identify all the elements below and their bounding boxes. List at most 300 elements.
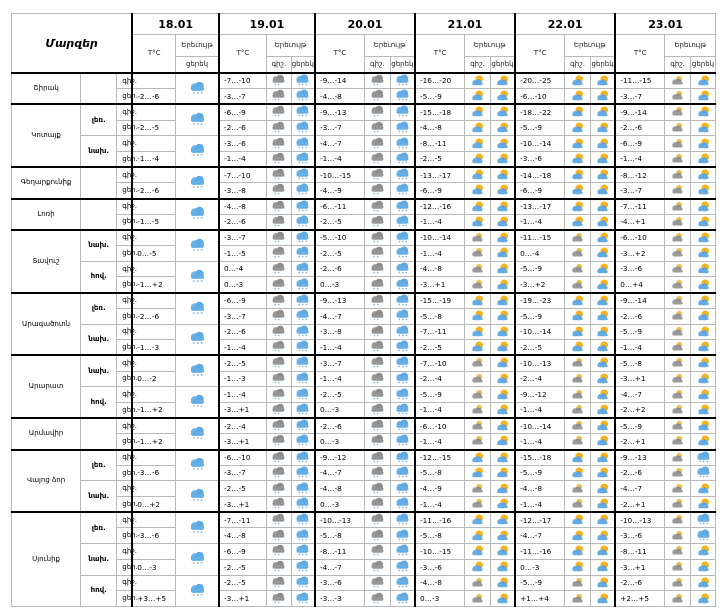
temp-value xyxy=(132,575,175,591)
svg-text:* *: * * xyxy=(274,585,281,591)
snow-cloud-icon xyxy=(188,457,207,473)
svg-text:* * *: * * * xyxy=(298,209,308,215)
cloudy-gray-icon xyxy=(669,340,686,354)
day-phenomenon xyxy=(490,497,515,513)
temp-value: -2…-5 xyxy=(219,355,266,371)
day-phenomenon xyxy=(390,355,415,371)
day-phenomenon xyxy=(291,340,315,356)
cloudy-gray-icon xyxy=(469,403,486,417)
table-row xyxy=(12,544,716,560)
night-phenomenon xyxy=(465,371,491,387)
temp-value: -4…-8 xyxy=(515,481,565,497)
cloudy-gray-icon xyxy=(669,74,686,88)
svg-text:* *: * * xyxy=(274,381,281,387)
night-phenomenon xyxy=(266,199,291,215)
svg-text:* * *: * * * xyxy=(298,507,308,513)
night-phenomenon xyxy=(266,104,291,120)
sun-cloud-icon xyxy=(594,592,611,606)
sun-cloud-icon xyxy=(594,278,611,292)
snow-cloud-icon xyxy=(394,513,411,527)
cloudy-gray-icon xyxy=(669,513,686,527)
cloud-snow-icon xyxy=(270,231,287,245)
day-phenomenon xyxy=(691,575,716,591)
temp-value: -2…-5 xyxy=(132,120,175,136)
cloudy-gray-icon xyxy=(669,419,686,433)
sun-cloud-icon xyxy=(594,529,611,543)
cloudy-gray-icon xyxy=(569,419,586,433)
cloudy-gray-icon xyxy=(469,434,486,448)
sun-cloud-icon xyxy=(469,529,486,543)
temp-label: T°C xyxy=(315,35,365,74)
table-row xyxy=(12,73,716,89)
day-phenomenon xyxy=(490,450,515,466)
night-phenomenon xyxy=(665,293,691,309)
region-name: Շիրակ xyxy=(12,73,81,104)
region-name: Արագածոտն xyxy=(12,293,81,356)
temp-value: -4…-8 xyxy=(219,199,266,215)
svg-text:* * *: * * * xyxy=(192,405,203,411)
snow-cloud-icon xyxy=(394,89,411,103)
sun-cloud-icon xyxy=(594,403,611,417)
svg-text:* * *: * * * xyxy=(298,130,308,136)
sun-cloud-icon xyxy=(469,137,486,151)
day-phenomenon xyxy=(490,183,515,199)
sun-cloud-icon xyxy=(569,340,586,354)
temp-value: -5…-8 xyxy=(415,308,465,324)
sun-cloud-icon xyxy=(569,325,586,339)
night-phenomenon xyxy=(465,89,491,105)
svg-text:* * *: * * * xyxy=(298,554,308,560)
day-phenomenon xyxy=(691,371,716,387)
temp-value: -8…-12 xyxy=(615,167,665,183)
day-phenomenon xyxy=(291,544,315,560)
cloud-snow-icon xyxy=(369,372,386,386)
day-phenomenon xyxy=(590,214,615,230)
temp-value: -2…-6 xyxy=(219,120,266,136)
svg-text:* * *: * * * xyxy=(398,460,408,466)
phenomenon-label: Երեւույթ xyxy=(565,35,616,57)
night-phenomenon xyxy=(266,418,291,434)
time-of-day: ցեր. xyxy=(117,591,132,607)
day-phenomenon xyxy=(691,387,716,403)
cloud-snow-icon xyxy=(369,246,386,260)
svg-text:* *: * * xyxy=(274,193,281,199)
temp-value: -6…-10 xyxy=(615,230,665,246)
cloudy-gray-icon xyxy=(469,576,486,590)
cloud-snow-icon xyxy=(369,544,386,558)
sun-cloud-icon xyxy=(494,372,511,386)
temp-value: -10…-13 xyxy=(315,512,365,528)
night-phenomenon xyxy=(665,591,691,607)
day-phenomenon xyxy=(291,512,315,528)
snow-cloud-icon xyxy=(394,529,411,543)
svg-text:* *: * * xyxy=(274,350,281,356)
temp-value: -1…-4 xyxy=(415,497,465,513)
night-phenomenon xyxy=(565,497,591,513)
zone-name: լեռ. xyxy=(81,104,117,135)
sun-cloud-icon xyxy=(594,137,611,151)
cloud-snow-icon xyxy=(369,121,386,135)
day-phenomenon xyxy=(590,575,615,591)
night-phenomenon xyxy=(565,575,591,591)
temp-value: -3…+2 xyxy=(515,277,565,293)
day-phenomenon xyxy=(590,591,615,607)
sun-cloud-icon xyxy=(695,544,712,558)
night-phenomenon xyxy=(266,591,291,607)
cloud-snow-icon xyxy=(270,576,287,590)
night-phenomenon xyxy=(465,559,491,575)
svg-text:* *: * * xyxy=(274,240,281,246)
night-phenomenon xyxy=(465,528,491,544)
night-phenomenon xyxy=(665,89,691,105)
temp-value: -5…-9 xyxy=(515,308,565,324)
sun-cloud-icon xyxy=(569,560,586,574)
cloud-snow-icon xyxy=(369,576,386,590)
snow-cloud-icon xyxy=(394,340,411,354)
temp-value: +3…+5 xyxy=(132,591,175,607)
temp-value: -1…-4 xyxy=(219,151,266,167)
snow-cloud-icon xyxy=(294,372,311,386)
cloud-snow-icon xyxy=(270,294,287,308)
day-phenomenon xyxy=(390,481,415,497)
svg-text:* *: * * xyxy=(373,84,379,90)
night-phenomenon xyxy=(565,308,591,324)
day-phenomenon xyxy=(590,167,615,183)
temp-value xyxy=(132,104,175,120)
cloud-snow-icon xyxy=(369,451,386,465)
night-phenomenon xyxy=(565,104,591,120)
day-phenomenon xyxy=(691,324,716,340)
day-phenomenon xyxy=(590,73,615,89)
night-phenomenon xyxy=(465,73,491,89)
temp-value xyxy=(132,261,175,277)
sun-cloud-icon xyxy=(594,372,611,386)
sun-cloud-icon xyxy=(695,105,712,119)
sun-cloud-icon xyxy=(695,152,712,166)
cloudy-gray-icon xyxy=(569,356,586,370)
temp-value: -3…-7 xyxy=(219,230,266,246)
sun-cloud-icon xyxy=(494,356,511,370)
temp-value: -1…-4 xyxy=(615,151,665,167)
night-phenomenon xyxy=(266,136,291,152)
temp-value: -2…-6 xyxy=(132,308,175,324)
day-phenomenon xyxy=(490,371,515,387)
snow-cloud-icon xyxy=(394,497,411,511)
svg-text:* * *: * * * xyxy=(298,444,308,450)
day-phenomenon xyxy=(291,167,315,183)
day-phenomenon xyxy=(390,465,415,481)
night-phenomenon xyxy=(364,214,390,230)
temp-value: -3…-8 xyxy=(315,324,365,340)
day-phenomenon xyxy=(291,104,315,120)
sun-cloud-icon xyxy=(494,200,511,214)
day-phenomenon xyxy=(490,591,515,607)
night-phenomenon xyxy=(266,151,291,167)
cloud-snow-icon xyxy=(270,121,287,135)
sun-cloud-icon xyxy=(695,403,712,417)
night-label: գիշ. xyxy=(266,57,291,74)
time-of-day: ցեր. xyxy=(117,308,132,324)
cloud-snow-icon xyxy=(369,309,386,323)
svg-text:* * *: * * * xyxy=(192,249,203,255)
forecast-table xyxy=(11,13,716,607)
temp-value: -1…-3 xyxy=(132,340,175,356)
svg-text:* *: * * xyxy=(373,130,379,136)
snow-cloud-icon xyxy=(394,451,411,465)
svg-text:* *: * * xyxy=(274,366,281,372)
sun-cloud-icon xyxy=(469,215,486,229)
cloudy-gray-icon xyxy=(669,544,686,558)
night-phenomenon xyxy=(364,308,390,324)
day-phenomenon xyxy=(291,591,315,607)
night-phenomenon xyxy=(465,481,491,497)
day-phenomenon xyxy=(390,418,415,434)
day-phenomenon xyxy=(691,450,716,466)
cloudy-gray-icon xyxy=(669,592,686,606)
snow-cloud-icon xyxy=(394,482,411,496)
night-phenomenon xyxy=(665,528,691,544)
temp-value: -6…-10 xyxy=(415,418,465,434)
snow-cloud-icon xyxy=(394,294,411,308)
region-name: Վայոց ձոր xyxy=(12,450,81,513)
snow-cloud-icon xyxy=(188,394,207,410)
temp-value: -7…-10 xyxy=(219,73,266,89)
temp-value: -15…-18 xyxy=(515,450,565,466)
snow-cloud-icon xyxy=(294,215,311,229)
temp-value: -3…+1 xyxy=(219,434,266,450)
night-phenomenon xyxy=(266,230,291,246)
day-phenomenon xyxy=(291,575,315,591)
night-phenomenon xyxy=(266,371,291,387)
svg-text:* *: * * xyxy=(274,429,281,435)
temp-value: -12…-17 xyxy=(515,512,565,528)
night-phenomenon xyxy=(266,434,291,450)
night-phenomenon xyxy=(665,402,691,418)
day-phenomenon xyxy=(291,308,315,324)
day-phenomenon xyxy=(390,575,415,591)
night-phenomenon xyxy=(266,465,291,481)
temp-value: -5…-9 xyxy=(515,465,565,481)
sun-cloud-icon xyxy=(494,513,511,527)
temp-value xyxy=(132,199,175,215)
date-header: 20.01 xyxy=(315,14,415,35)
sun-cloud-icon xyxy=(695,372,712,386)
temp-value: -1…-4 xyxy=(132,151,175,167)
snow-cloud-icon xyxy=(294,513,311,527)
day-phenomenon xyxy=(490,308,515,324)
temp-value: -2…-5 xyxy=(415,151,465,167)
night-phenomenon xyxy=(364,418,390,434)
sun-cloud-icon xyxy=(695,294,712,308)
temp-value: -1…-4 xyxy=(415,246,465,262)
night-phenomenon xyxy=(465,308,491,324)
zone-name: լեռ. xyxy=(81,450,117,481)
temp-value: -6…-11 xyxy=(315,199,365,215)
sun-cloud-icon xyxy=(695,482,712,496)
temp-value: -4…-9 xyxy=(315,183,365,199)
cloud-snow-icon xyxy=(369,482,386,496)
svg-text:* * *: * * * xyxy=(192,562,203,568)
day-phenomenon xyxy=(691,340,716,356)
temp-value: -10…-14 xyxy=(515,418,565,434)
time-of-day: ցեր. xyxy=(117,434,132,450)
night-phenomenon xyxy=(364,277,390,293)
day-phenomenon xyxy=(291,355,315,371)
sun-cloud-icon xyxy=(695,560,712,574)
day-phenomenon xyxy=(291,497,315,513)
svg-text:* * *: * * * xyxy=(298,585,308,591)
day-phenomenon xyxy=(590,465,615,481)
regions-header: Մարզեր xyxy=(12,14,133,74)
table-row xyxy=(12,528,716,544)
temp-value: -4…-8 xyxy=(415,575,465,591)
cloudy-gray-icon xyxy=(669,434,686,448)
day-phenomenon xyxy=(590,261,615,277)
day-phenomenon xyxy=(490,528,515,544)
temp-value xyxy=(132,167,175,183)
cloudy-gray-icon xyxy=(469,592,486,606)
day-phenomenon xyxy=(590,183,615,199)
svg-text:* *: * * xyxy=(373,397,379,403)
temp-value: -3…+1 xyxy=(615,371,665,387)
sun-cloud-icon xyxy=(695,497,712,511)
sun-cloud-icon xyxy=(469,105,486,119)
sun-cloud-icon xyxy=(594,215,611,229)
time-of-day: ցեր. xyxy=(117,246,132,262)
night-phenomenon xyxy=(665,120,691,136)
sun-cloud-icon xyxy=(594,121,611,135)
sun-cloud-icon xyxy=(494,434,511,448)
sun-cloud-icon xyxy=(594,497,611,511)
svg-text:* * *: * * * xyxy=(192,437,203,443)
temp-value: -8…-11 xyxy=(315,544,365,560)
cloud-snow-icon xyxy=(270,340,287,354)
cloud-snow-icon xyxy=(369,419,386,433)
temp-value xyxy=(132,450,175,466)
temp-value: -9…-12 xyxy=(515,387,565,403)
cloudy-gray-icon xyxy=(569,592,586,606)
cloud-snow-icon xyxy=(369,340,386,354)
sun-cloud-icon xyxy=(494,121,511,135)
night-phenomenon xyxy=(665,418,691,434)
temp-value: -1…-4 xyxy=(515,214,565,230)
temp-value: -6…-9 xyxy=(219,293,266,309)
snow-cloud-icon xyxy=(294,105,311,119)
day-phenomenon xyxy=(590,402,615,418)
day-phenomenon xyxy=(691,355,716,371)
day-phenomenon xyxy=(291,261,315,277)
svg-text:* * *: * * * xyxy=(398,570,408,576)
temp-value: -1…-4 xyxy=(315,371,365,387)
cloudy-gray-icon xyxy=(669,215,686,229)
day-phenomenon xyxy=(291,387,315,403)
day-phenomenon xyxy=(590,371,615,387)
phenomenon-cell xyxy=(176,418,219,449)
day-phenomenon xyxy=(390,151,415,167)
night-phenomenon xyxy=(565,120,591,136)
temp-value: -4…-7 xyxy=(615,387,665,403)
temp-value: -4…-7 xyxy=(315,308,365,324)
cloud-snow-icon xyxy=(270,152,287,166)
cloud-snow-icon xyxy=(369,434,386,448)
temp-value: -2…-5 xyxy=(315,214,365,230)
table-row xyxy=(12,575,716,591)
phenomenon-cell xyxy=(176,199,219,230)
temp-value: -2…+1 xyxy=(615,434,665,450)
svg-text:* * *: * * * xyxy=(398,334,408,340)
snow-cloud-icon xyxy=(394,74,411,88)
cloud-snow-icon xyxy=(369,215,386,229)
day-phenomenon xyxy=(291,559,315,575)
svg-text:* * *: * * * xyxy=(298,146,308,152)
svg-text:* *: * * xyxy=(274,460,281,466)
temp-value: -2…-5 xyxy=(315,387,365,403)
svg-text:* * *: * * * xyxy=(298,491,308,497)
day-phenomenon xyxy=(291,324,315,340)
night-phenomenon xyxy=(364,528,390,544)
svg-text:* *: * * xyxy=(373,601,379,607)
temp-value xyxy=(132,481,175,497)
day-phenomenon xyxy=(590,136,615,152)
day-phenomenon xyxy=(291,402,315,418)
svg-text:* *: * * xyxy=(274,601,281,607)
temp-value: -18…-22 xyxy=(515,104,565,120)
sun-cloud-icon xyxy=(569,513,586,527)
sun-cloud-icon xyxy=(469,152,486,166)
sun-cloud-icon xyxy=(594,419,611,433)
temp-value: -3…-7 xyxy=(315,355,365,371)
cloudy-gray-icon xyxy=(669,466,686,480)
night-phenomenon xyxy=(266,308,291,324)
sun-cloud-icon xyxy=(494,560,511,574)
snow-cloud-icon xyxy=(294,466,311,480)
temp-value: -4…-7 xyxy=(315,136,365,152)
snow-cloud-icon xyxy=(188,583,207,599)
temp-value: -15…-18 xyxy=(415,104,465,120)
svg-text:* * *: * * * xyxy=(298,224,308,230)
temp-value: -20…-25 xyxy=(515,73,565,89)
night-phenomenon xyxy=(665,559,691,575)
snow-cloud-icon xyxy=(188,301,207,317)
day-phenomenon xyxy=(590,308,615,324)
svg-text:* * *: * * * xyxy=(698,460,708,466)
table-row xyxy=(12,277,716,293)
svg-text:* * *: * * * xyxy=(398,507,408,513)
night-phenomenon xyxy=(465,277,491,293)
sun-cloud-icon xyxy=(469,309,486,323)
sun-cloud-icon xyxy=(695,325,712,339)
temp-value: -1…+2 xyxy=(132,402,175,418)
sun-cloud-icon xyxy=(569,74,586,88)
snow-cloud-icon xyxy=(394,168,411,182)
temp-value: +1…+4 xyxy=(515,591,565,607)
temp-value: -3…+2 xyxy=(615,246,665,262)
svg-text:* *: * * xyxy=(274,146,281,152)
day-phenomenon xyxy=(590,544,615,560)
cloud-snow-icon xyxy=(369,89,386,103)
day-phenomenon xyxy=(390,104,415,120)
phenomenon-cell xyxy=(176,355,219,386)
temp-value: -4…-8 xyxy=(219,528,266,544)
night-phenomenon xyxy=(465,261,491,277)
table-row xyxy=(12,371,716,387)
temp-value xyxy=(132,293,175,309)
snow-cloud-icon xyxy=(188,426,207,442)
sun-cloud-icon xyxy=(594,200,611,214)
sun-cloud-icon xyxy=(469,466,486,480)
svg-text:* * *: * * * xyxy=(298,161,308,167)
temp-value: -6…-9 xyxy=(219,544,266,560)
